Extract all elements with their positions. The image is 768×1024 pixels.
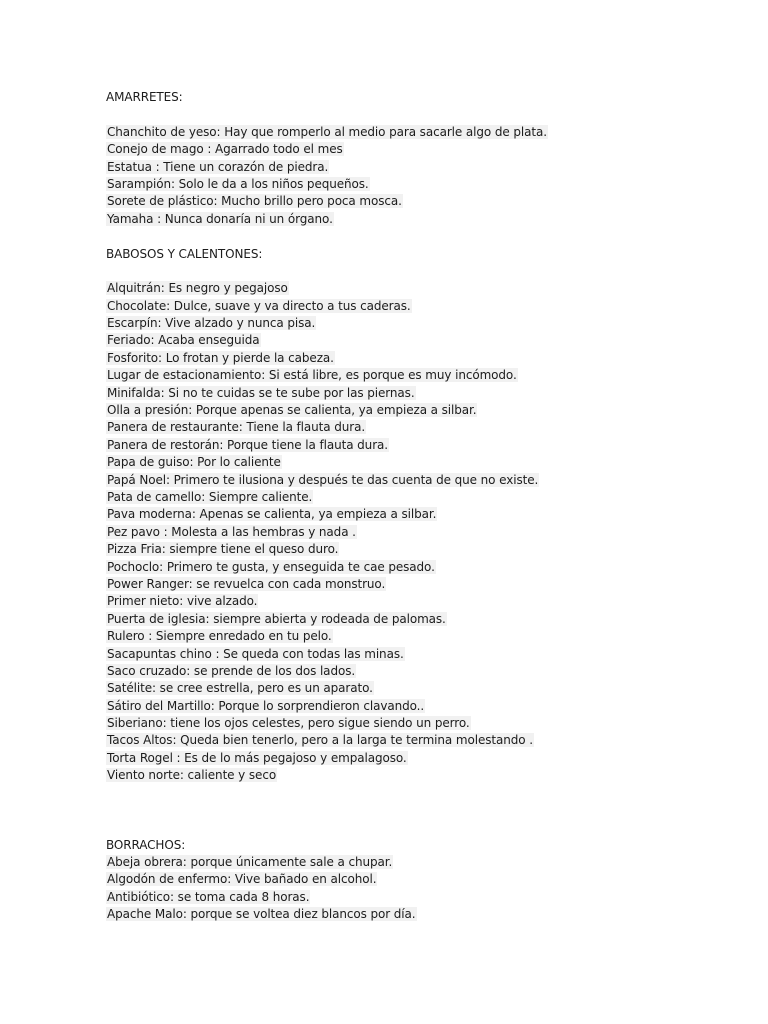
entry-text: Saco cruzado: se prende de los dos lados. [107,663,356,678]
list-item [106,767,746,784]
entry-text: Panera de restaurante: Tiene la flauta dura. [107,420,366,435]
list-item [106,576,746,593]
entry-text: Minifalda: Si no te cuidas se te sube por las piernas. [107,385,415,400]
entry-text: Siberiano: tiene los ojos celestes, pero sigue siendo un perro. [107,716,470,731]
entry-text: Papa de guiso: Por lo caliente [107,455,281,470]
list-item [106,489,746,506]
entry-text: Pizza Fria: siempre tiene el queso duro. [107,542,339,557]
list-item [106,889,746,906]
list-item [106,906,746,923]
entry-text: Feriado: Acaba enseguida [107,333,260,348]
entry-text: Lugar de estacionamiento: Si está libre, es porque es muy incómodo. [107,368,517,383]
list-item [106,350,746,367]
entry-text: Satélite: se cree estrella, pero es un aparato. [107,681,373,696]
entry-text: Apache Malo: porque se voltea diez blancos por día. [107,907,416,922]
list-item [106,454,746,471]
entry-text: Puerta de iglesia: siempre abierta y rodeada de palomas. [107,611,446,626]
entry-text: Olla a presión: Porque apenas se calienta, ya empieza a silbar. [107,403,477,418]
list-item [106,646,746,663]
list-item [106,124,746,141]
entry-text: Fosforito: Lo frotan y pierde la cabeza. [107,350,334,365]
entry-text: Sorete de plástico: Mucho brillo pero poca mosca. [107,194,402,209]
list-item [106,141,746,158]
entry-text: Sarampión: Solo le da a los niños pequeños. [107,176,369,191]
list-item [106,611,746,628]
list-item [106,298,746,315]
entry-list-borrachos [106,854,746,924]
entry-text: Viento norte: caliente y seco [107,768,277,783]
list-item [106,385,746,402]
entry-text: Pata de camello: Siempre caliente. [107,489,313,504]
list-item [106,524,746,541]
entry-text: Escarpín: Vive alzado y nunca pisa. [107,316,316,331]
entry-text: Algodón de enfermo: Vive bañado en alcohol. [107,872,377,887]
list-item [106,715,746,732]
list-item [106,871,746,888]
entry-text: Pava moderna: Apenas se calienta, ya empieza a silbar. [107,507,437,522]
entry-text: Primer nieto: vive alzado. [107,594,258,609]
list-item [106,559,746,576]
document-page [106,89,746,924]
spacer [106,106,746,123]
entry-text: Chanchito de yeso: Hay que romperlo al medio para sacarle algo de plata. [107,124,547,139]
section-heading-amarretes: AMARRETES: [106,90,183,104]
spacer [106,263,746,280]
entry-text: Estatua : Tiene un corazón de piedra. [107,159,329,174]
entry-text: Panera de restorán: Porque tiene la flauta dura. [107,437,388,452]
list-item [106,367,746,384]
list-item [106,437,746,454]
entry-text: Sátiro del Martillo: Porque lo sorprendieron clavando.. [107,698,425,713]
list-item [106,628,746,645]
list-item [106,176,746,193]
spacer [106,785,746,837]
list-item [106,159,746,176]
entry-text: Antibiótico: se toma cada 8 horas. [107,889,310,904]
list-item [106,193,746,210]
list-item [106,750,746,767]
entry-list-amarretes [106,124,746,228]
entry-list-babosos-y-calentones [106,280,746,784]
list-item [106,211,746,228]
entry-text: Pez pavo : Molesta a las hembras y nada . [107,524,356,539]
list-item [106,280,746,297]
entry-text: Power Ranger: se revuelca con cada monstruo. [107,576,386,591]
entry-text: Yamaha : Nunca donaría ni un órgano. [107,211,333,226]
entry-text: Conejo de mago : Agarrado todo el mes [107,142,343,157]
entry-text: Sacapuntas chino : Se queda con todas las minas. [107,646,404,661]
list-item [106,680,746,697]
list-item [106,732,746,749]
list-item [106,402,746,419]
entry-text: Alquitrán: Es negro y pegajoso [107,281,288,296]
list-item [106,593,746,610]
spacer [106,228,746,245]
list-item [106,698,746,715]
list-item [106,332,746,349]
list-item [106,506,746,523]
list-item [106,854,746,871]
section-heading-borrachos: BORRACHOS: [106,837,186,852]
list-item [106,541,746,558]
entry-text: Papá Noel: Primero te ilusiona y después te das cuenta de que no existe. [107,472,539,487]
entry-text: Tacos Altos: Queda bien tenerlo, pero a la larga te termina molestando . [107,733,533,748]
entry-text: Pochoclo: Primero te gusta, y enseguida te cae pesado. [107,559,435,574]
entry-text: Rulero : Siempre enredado en tu pelo. [107,629,332,644]
list-item [106,315,746,332]
section-heading-babosos-y-calentones: BABOSOS Y CALENTONES: [106,246,263,261]
entry-text: Abeja obrera: porque únicamente sale a chupar. [107,855,393,870]
entry-text: Torta Rogel : Es de lo más pegajoso y empalagoso. [107,750,407,765]
entry-text: Chocolate: Dulce, suave y va directo a tus caderas. [107,298,411,313]
list-item [106,663,746,680]
list-item [106,419,746,436]
list-item [106,472,746,489]
